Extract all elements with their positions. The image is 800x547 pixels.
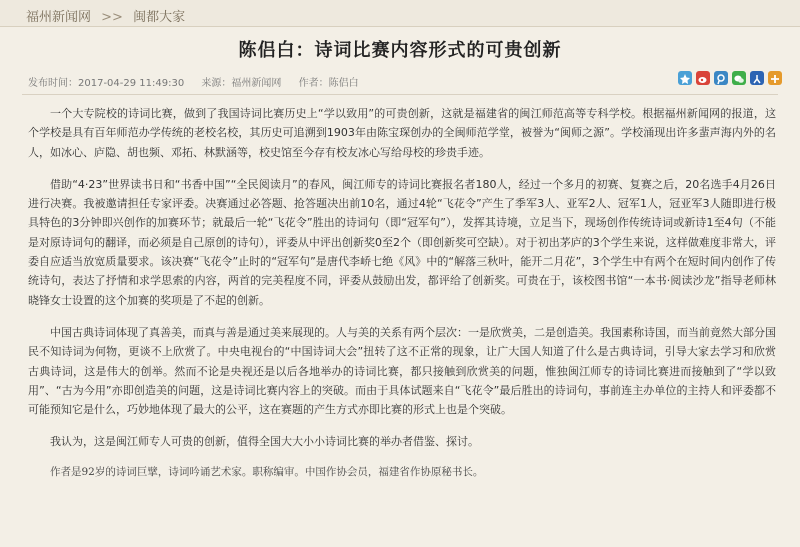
renren-share-icon[interactable] xyxy=(750,71,764,85)
top-bar xyxy=(0,0,800,27)
article-paragraph: 我认为，这是闽江师专人可贵的创新，值得全国大大小小诗词比赛的举办者借鉴、探讨。 xyxy=(50,435,479,449)
article-meta xyxy=(28,74,373,89)
article-paragraph: 一个大专院校的诗词比赛，做到了我国诗词比赛历史上“学以致用”的可贵创新，这就是福建省的闽江师范高等专科学校。根据福州新闻网的报道，这个学校是具有百年师范办学传统的老校名校，其历史可追溯到1903年由陈宝琛创办的全闽师范学堂，被誉为“闽师之源”。学校涌现出许多蜚声海内外的名人，如冰心、庐隐、胡也频、邓拓、林默涵等，校史馆至今存有校友冰心写给母校的珍贵手迹。 xyxy=(28,107,776,159)
article-author: 作者：陈侣白 xyxy=(298,78,359,89)
author-note: 作者是92岁的诗词巨擘，诗词吟诵艺术家。职称编审。中国作协会员，福建省作协原秘书长。 xyxy=(50,465,484,478)
header-divider xyxy=(22,94,778,95)
article-paragraph: 中国古典诗词体现了真善美，而真与善是通过美来展现的。人与美的关系有两个层次：一是欣赏美，二是创造美。我国素称诗国，而当前竟然大部分国民不知诗词为何物，更谈不上欣赏了。中央电视台的“中国诗词大会”扭转了这不正常的现象，让广大国人知道了什么是古典诗词，引导大家去学习和欣赏古典诗词，这是伟大的创举。然而不论是央视还是以后各地举办的诗词比赛，都只接触到欣赏美的问题，惟独闽江师专的诗词比赛进而接触到了“学以致用”、“古为今用”亦即创造美的问题，这是诗词比赛内容上的突破。而由于具体试题来自“飞花令”最后胜出的诗词句，事前连主办单位的主持人和评委都不可能预知它是什么，巧妙地体现了最大的公平，这在赛题的产生方式亦即比赛的形式上也是个突破。 xyxy=(28,325,776,417)
article-body xyxy=(28,104,776,495)
publish-time: 发布时间：2017-04-29 11:49:30 xyxy=(28,78,185,89)
breadcrumb-home-link[interactable]: 福州新闻网 xyxy=(26,10,92,25)
share-bar xyxy=(678,70,782,86)
article-paragraph: 借助“4·23”世界读书日和“书香中国”“全民阅读月”的春风，闽江师专的诗词比赛报名者180人，经过一个多月的初赛、复赛之后，20名选手4月26日进行决赛。我被邀请担任专家评委。决赛通过必答题、抢答题决出前10名，通过4轮“飞花令”产生了季军3人、亚军2人、冠军1人，冠亚军3人随即进行极具特色的3分钟即兴创作的加赛环节；就最后一轮“飞花令”胜出的诗词句（即“冠军句”），发挥其诗境，立足当下，现场创作传统诗词或新诗1至4句（不能是对原诗词句的翻译，而必须是自己原创的诗句），评委从中评出创新奖0至2个（即创新奖可空缺）。对于初出茅庐的3个学生来说，这样做难度非常大，评委自应适当放宽质量要求。该决赛“飞花令”止时的“冠军句”是唐代李峤七绝《风》中的“解落三秋叶，能开二月花”，3个学生中有两个在短时间内创作了传统诗句，表达了抒情和求学思索的内容，两首的完美程度不同，评委从鼓励出发，都评给了创新奖。可贵在于，该校图书馆“一本书·阅读沙龙”指导老师林晓锋女士设置的这个加赛的奖项是了不起的创新。 xyxy=(28,177,776,307)
qzone-share-icon[interactable] xyxy=(678,71,692,85)
breadcrumb-separator: >> xyxy=(101,10,123,25)
article-title: 陈侣白：诗词比赛内容形式的可贵创新 xyxy=(238,40,562,61)
wechat-share-icon[interactable] xyxy=(732,71,746,85)
tencent-weibo-share-icon[interactable] xyxy=(714,71,728,85)
breadcrumb xyxy=(26,6,185,25)
breadcrumb-section-link[interactable]: 闽都大家 xyxy=(133,10,186,25)
weibo-share-icon[interactable] xyxy=(696,71,710,85)
more-share-icon[interactable] xyxy=(768,71,782,85)
article-source: 来源：福州新闻网 xyxy=(201,78,282,89)
